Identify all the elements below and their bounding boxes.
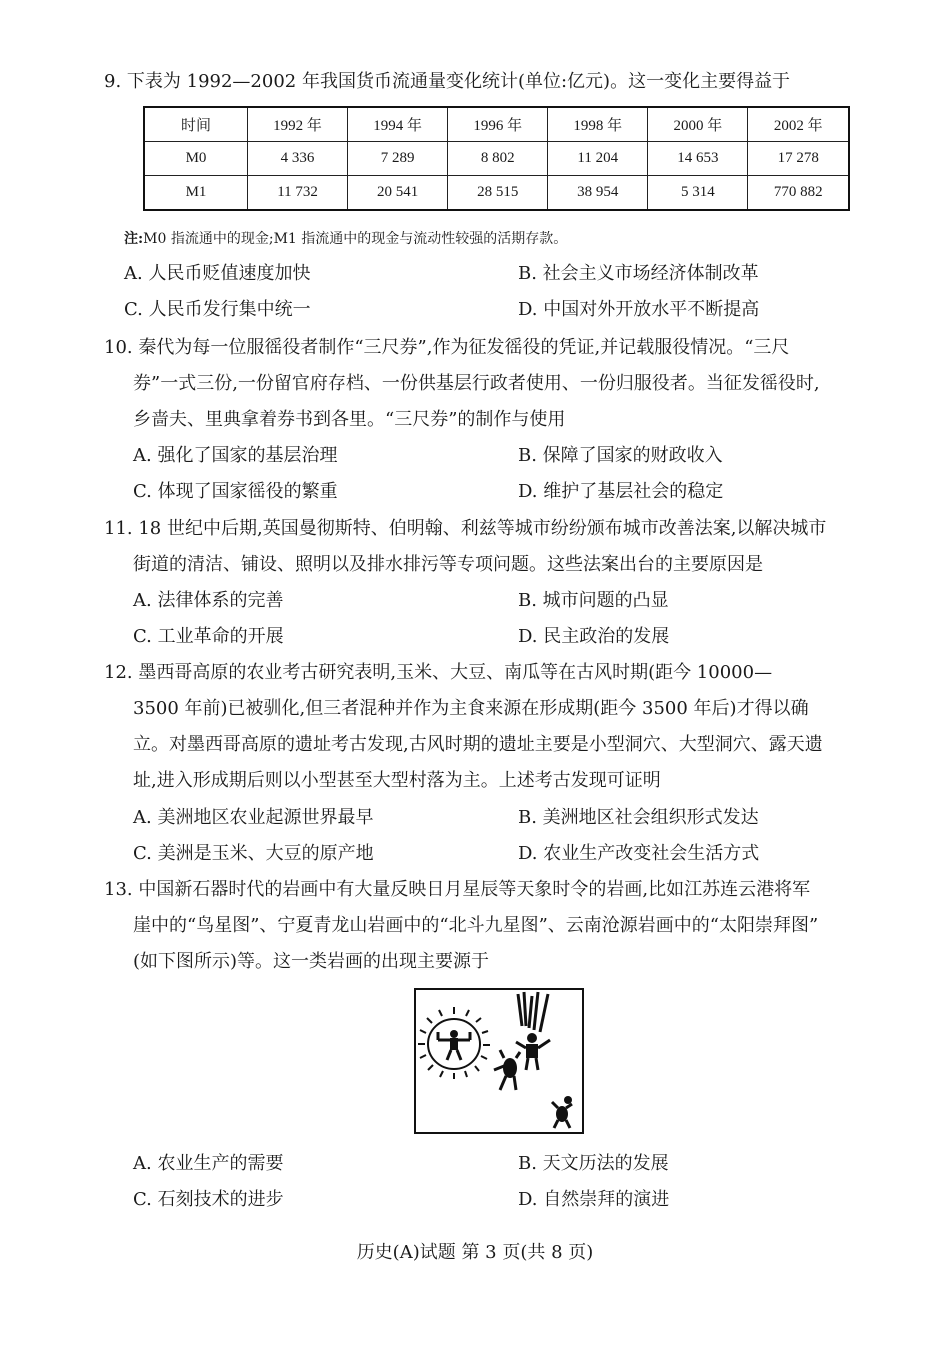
dancing-figures <box>494 992 572 1128</box>
q12-line-2: 3500 年前)已被驯化,但三者混种并作为主食来源在形成期(距今 3500 年后)才得以确 <box>133 698 809 719</box>
q9-option-c[interactable]: C. 人民币发行集中统一 <box>124 299 311 320</box>
q11-line-1: 11. 18 世纪中后期,英国曼彻斯特、伯明翰、利兹等城市纷纷颁布城市改善法案,以解决城市 <box>104 518 827 539</box>
page-footer: 历史(A)试题 第 3 页(共 8 页) <box>356 1242 594 1263</box>
q9-option-b[interactable]: B. 社会主义市场经济体制改革 <box>518 263 759 284</box>
table-header-cell: 1992 年 <box>248 107 348 142</box>
table-cell: M0 <box>144 142 248 176</box>
money-supply-table <box>143 106 850 211</box>
table-cell: 14 653 <box>648 142 748 176</box>
q13-line-3: (如下图所示)等。这一类岩画的出现主要源于 <box>133 951 490 972</box>
table-cell: 38 954 <box>548 176 648 211</box>
table-note <box>124 228 567 248</box>
table-cell: 20 541 <box>348 176 448 211</box>
table-header-cell: 1998 年 <box>548 107 648 142</box>
q10-line-2: 券”一式三份,一份留官府存档、一份供基层行政者使用、一份归服役者。当征发徭役时, <box>133 373 820 394</box>
q12-option-d[interactable]: D. 农业生产改变社会生活方式 <box>518 843 760 864</box>
table-cell: 11 204 <box>548 142 648 176</box>
q12-line-3: 立。对墨西哥高原的遗址考古发现,古风时期的遗址主要是小型洞穴、大型洞穴、露天遗 <box>133 734 823 755</box>
q13-line-1: 13. 中国新石器时代的岩画中有大量反映日月星辰等天象时令的岩画,比如江苏连云港将军 <box>104 879 811 900</box>
table-header-cell: 1996 年 <box>448 107 548 142</box>
q11-option-d[interactable]: D. 民主政治的发展 <box>518 626 670 647</box>
note-text: M0 指流通中的现金;M1 指流通中的现金与流动性较强的活期存款。 <box>143 231 568 247</box>
table-cell: 770 882 <box>748 176 849 211</box>
q13-option-c[interactable]: C. 石刻技术的进步 <box>133 1189 284 1210</box>
q12-line-1: 12. 墨西哥高原的农业考古研究表明,玉米、大豆、南瓜等在古风时期(距今 10000— <box>104 662 773 683</box>
q12-option-c[interactable]: C. 美洲是玉米、大豆的原产地 <box>133 843 374 864</box>
q10-option-d[interactable]: D. 维护了基层社会的稳定 <box>518 481 724 502</box>
q11-option-a[interactable]: A. 法律体系的完善 <box>133 590 284 611</box>
q11-option-b[interactable]: B. 城市问题的凸显 <box>518 590 669 611</box>
table-cell: 17 278 <box>748 142 849 176</box>
q9-option-d[interactable]: D. 中国对外开放水平不断提高 <box>518 299 760 320</box>
table-cell: 8 802 <box>448 142 548 176</box>
q12-option-b[interactable]: B. 美洲地区社会组织形式发达 <box>518 807 759 828</box>
sun-worship-rock-painting <box>416 990 582 1132</box>
q11-line-2: 街道的清洁、铺设、照明以及排水排污等专项问题。这些法案出台的主要原因是 <box>133 554 763 575</box>
q13-line-2: 崖中的“鸟星图”、宁夏青龙山岩画中的“北斗九星图”、云南沧源岩画中的“太阳崇拜图” <box>133 915 819 936</box>
q10-option-c[interactable]: C. 体现了国家徭役的繁重 <box>133 481 338 502</box>
q12-line-4: 址,进入形成期后则以小型甚至大型村落为主。上述考古发现可证明 <box>133 770 661 791</box>
note-label: 注: <box>124 231 144 247</box>
table-row <box>144 176 849 211</box>
table-header-cell: 2002 年 <box>748 107 849 142</box>
q10-line-1: 10. 秦代为每一位服徭役者制作“三尺券”,作为征发徭役的凭证,并记载服役情况。“三尺 <box>104 337 790 358</box>
table-header-row <box>144 107 849 142</box>
table-cell: 11 732 <box>248 176 348 211</box>
q13-option-b[interactable]: B. 天文历法的发展 <box>518 1153 669 1174</box>
table-cell: 5 314 <box>648 176 748 211</box>
table-header-cell: 时间 <box>144 107 248 142</box>
table-cell: 7 289 <box>348 142 448 176</box>
q10-line-3: 乡啬夫、里典拿着券书到各里。“三尺券”的制作与使用 <box>133 409 566 430</box>
table-cell: M1 <box>144 176 248 211</box>
q13-option-a[interactable]: A. 农业生产的需要 <box>133 1153 284 1174</box>
table-cell: 4 336 <box>248 142 348 176</box>
q10-option-a[interactable]: A. 强化了国家的基层治理 <box>133 445 338 466</box>
q12-option-a[interactable]: A. 美洲地区农业起源世界最早 <box>133 807 374 828</box>
q10-option-b[interactable]: B. 保障了国家的财政收入 <box>518 445 723 466</box>
table-header-cell: 2000 年 <box>648 107 748 142</box>
sun-with-figure <box>418 1007 490 1079</box>
table-cell: 28 515 <box>448 176 548 211</box>
q9-stem: 9. 下表为 1992—2002 年我国货币流通量变化统计(单位:亿元)。这一变化主要得益于 <box>104 71 791 92</box>
table-row <box>144 142 849 176</box>
table-header-cell: 1994 年 <box>348 107 448 142</box>
q9-option-a[interactable]: A. 人民币贬值速度加快 <box>124 263 311 284</box>
q11-option-c[interactable]: C. 工业革命的开展 <box>133 626 284 647</box>
rock-painting-figure <box>414 988 584 1134</box>
q13-option-d[interactable]: D. 自然崇拜的演进 <box>518 1189 670 1210</box>
